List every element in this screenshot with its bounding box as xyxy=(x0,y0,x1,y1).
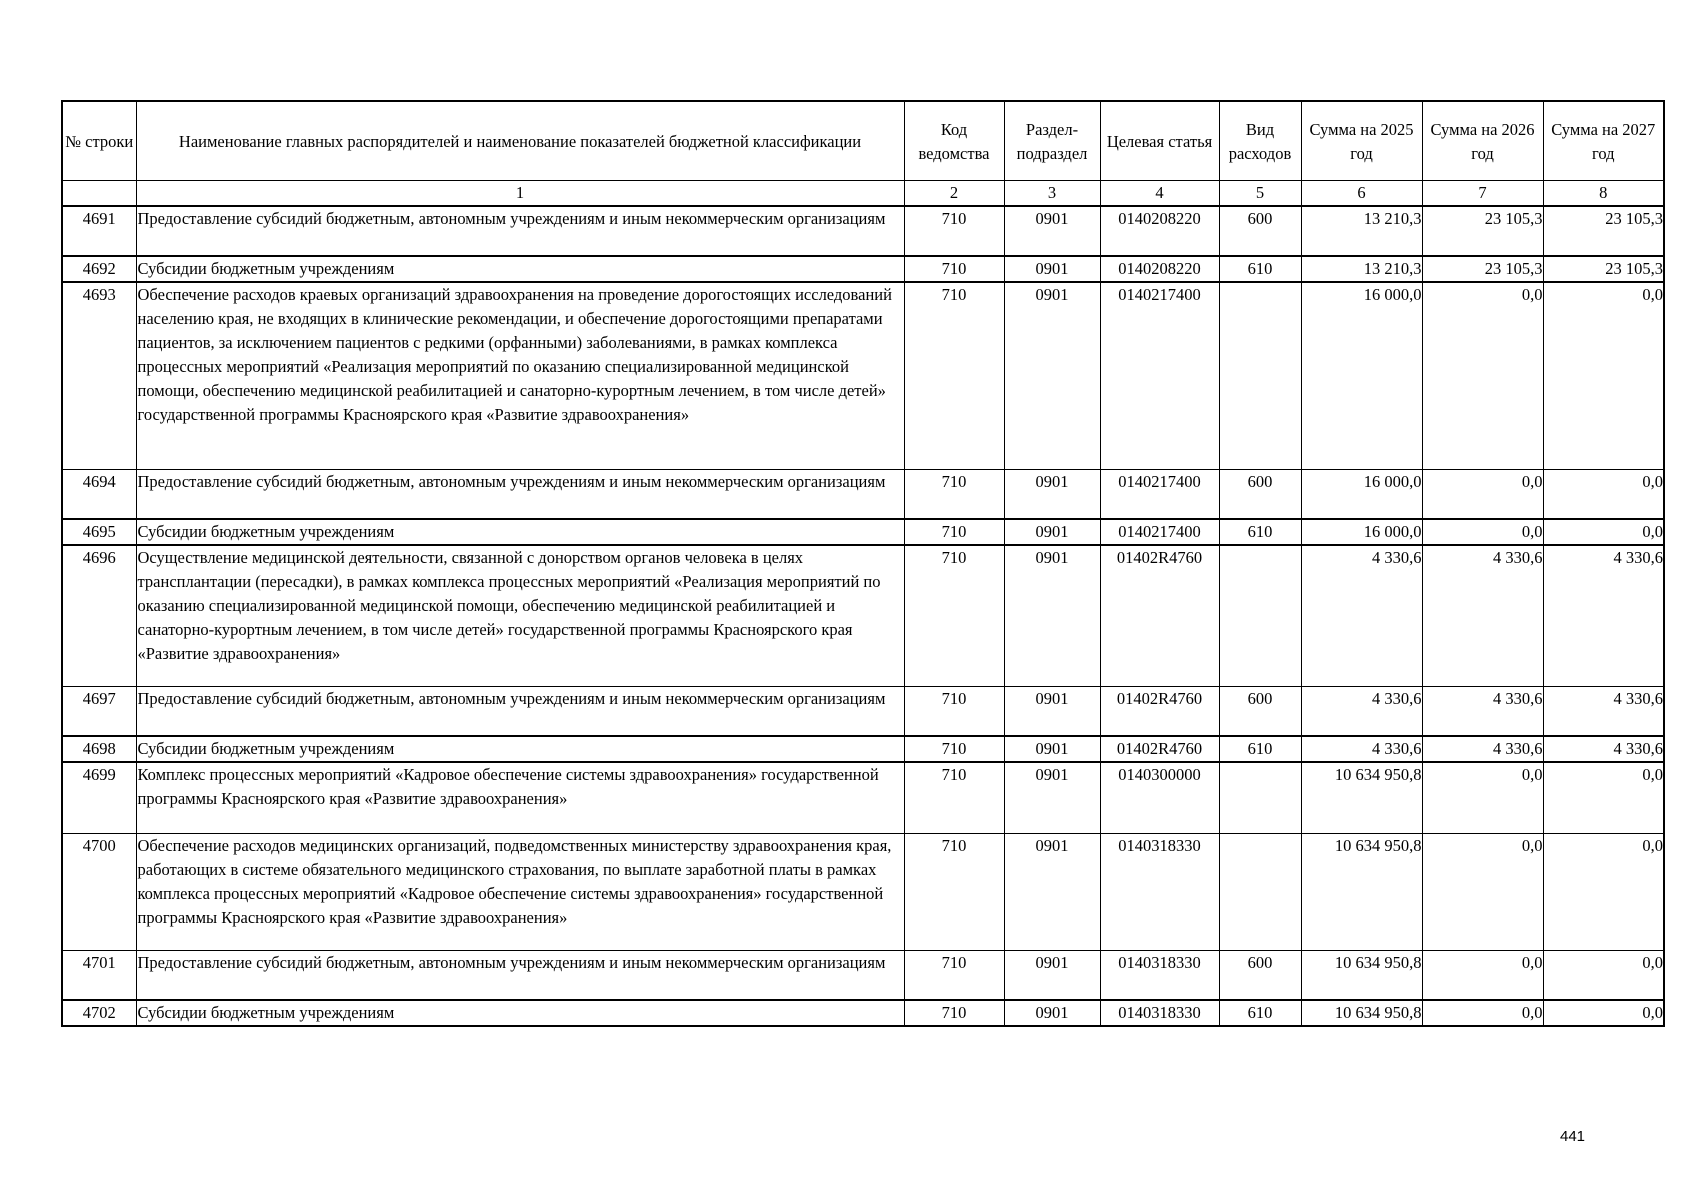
table-row xyxy=(62,687,1664,737)
sum-2025: 16 000,0 xyxy=(1301,519,1422,545)
row-name: Предоставление субсидий бюджетным, автономным учреждениям и иным некоммерческим организациям xyxy=(136,687,904,737)
table-row xyxy=(62,951,1664,1001)
sum-2027: 0,0 xyxy=(1543,762,1664,834)
expense-type xyxy=(1219,762,1301,834)
sum-2026: 0,0 xyxy=(1422,282,1543,470)
sum-2027: 0,0 xyxy=(1543,834,1664,951)
expense-type: 600 xyxy=(1219,206,1301,256)
target-item: 0140318330 xyxy=(1100,1000,1219,1026)
target-item: 01402R4760 xyxy=(1100,736,1219,762)
column-number: 2 xyxy=(904,181,1004,207)
budget-table xyxy=(61,100,1665,1027)
expense-type: 600 xyxy=(1219,470,1301,520)
sum-2027: 4 330,6 xyxy=(1543,736,1664,762)
row-name: Субсидии бюджетным учреждениям xyxy=(136,736,904,762)
row-number: 4692 xyxy=(62,256,136,282)
row-number: 4698 xyxy=(62,736,136,762)
target-item: 0140217400 xyxy=(1100,519,1219,545)
row-number: 4694 xyxy=(62,470,136,520)
header-section: Раздел-подраздел xyxy=(1004,101,1100,181)
row-name: Предоставление субсидий бюджетным, автономным учреждениям и иным некоммерческим организациям xyxy=(136,206,904,256)
target-item: 0140318330 xyxy=(1100,951,1219,1001)
department-code: 710 xyxy=(904,256,1004,282)
sum-2027: 0,0 xyxy=(1543,519,1664,545)
expense-type xyxy=(1219,545,1301,687)
sum-2025: 4 330,6 xyxy=(1301,687,1422,737)
section-code: 0901 xyxy=(1004,256,1100,282)
target-item: 01402R4760 xyxy=(1100,545,1219,687)
target-item: 0140300000 xyxy=(1100,762,1219,834)
row-number: 4697 xyxy=(62,687,136,737)
column-number: 4 xyxy=(1100,181,1219,207)
department-code: 710 xyxy=(904,762,1004,834)
section-code: 0901 xyxy=(1004,519,1100,545)
sum-2026: 23 105,3 xyxy=(1422,206,1543,256)
department-code: 710 xyxy=(904,470,1004,520)
header-sum-2025: Сумма на 2025 год xyxy=(1301,101,1422,181)
table-row xyxy=(62,736,1664,762)
table-row xyxy=(62,1000,1664,1026)
header-expense-type: Вид расходов xyxy=(1219,101,1301,181)
header-department-code: Код ведомства xyxy=(904,101,1004,181)
row-name: Осуществление медицинской деятельности, связанной с донорством органов человека в целях трансплантации (пересадки), в рамках комплекса процессных мероприятий «Реализация мероприятий по оказанию специализированной медицинской помощи, обеспечению медицинской реабилитацией и санаторно-курортным лечением, в том числе детей» государственной программы Красноярского края «Развитие здравоохранения» xyxy=(136,545,904,687)
table-header-row xyxy=(62,101,1664,181)
sum-2025: 13 210,3 xyxy=(1301,256,1422,282)
header-target-item: Целевая статья xyxy=(1100,101,1219,181)
table-row xyxy=(62,545,1664,687)
column-number: 3 xyxy=(1004,181,1100,207)
sum-2026: 0,0 xyxy=(1422,834,1543,951)
sum-2026: 4 330,6 xyxy=(1422,736,1543,762)
row-name: Субсидии бюджетным учреждениям xyxy=(136,1000,904,1026)
row-number: 4700 xyxy=(62,834,136,951)
page-number: 441 xyxy=(1560,1128,1586,1145)
department-code: 710 xyxy=(904,282,1004,470)
table-row xyxy=(62,206,1664,256)
column-number: 8 xyxy=(1543,181,1664,207)
sum-2026: 4 330,6 xyxy=(1422,545,1543,687)
row-name: Субсидии бюджетным учреждениям xyxy=(136,256,904,282)
section-code: 0901 xyxy=(1004,470,1100,520)
row-number: 4701 xyxy=(62,951,136,1001)
sum-2027: 0,0 xyxy=(1543,282,1664,470)
sum-2027: 4 330,6 xyxy=(1543,545,1664,687)
section-code: 0901 xyxy=(1004,687,1100,737)
header-row-number: № строки xyxy=(62,101,136,181)
department-code: 710 xyxy=(904,834,1004,951)
sum-2027: 0,0 xyxy=(1543,1000,1664,1026)
table-row xyxy=(62,519,1664,545)
sum-2025: 4 330,6 xyxy=(1301,736,1422,762)
department-code: 710 xyxy=(904,736,1004,762)
department-code: 710 xyxy=(904,1000,1004,1026)
sum-2027: 23 105,3 xyxy=(1543,256,1664,282)
row-number: 4696 xyxy=(62,545,136,687)
table-row xyxy=(62,762,1664,834)
expense-type: 610 xyxy=(1219,256,1301,282)
sum-2027: 23 105,3 xyxy=(1543,206,1664,256)
header-sum-2027: Сумма на 2027 год xyxy=(1543,101,1664,181)
target-item: 0140217400 xyxy=(1100,282,1219,470)
department-code: 710 xyxy=(904,206,1004,256)
target-item: 0140318330 xyxy=(1100,834,1219,951)
department-code: 710 xyxy=(904,519,1004,545)
target-item: 0140217400 xyxy=(1100,470,1219,520)
expense-type: 600 xyxy=(1219,687,1301,737)
department-code: 710 xyxy=(904,545,1004,687)
row-number: 4691 xyxy=(62,206,136,256)
sum-2025: 16 000,0 xyxy=(1301,470,1422,520)
row-name: Обеспечение расходов краевых организаций здравоохранения на проведение дорогостоящих исследований населению края, не входящих в клинические рекомендации, и обеспечение дорогостоящими препаратами пациентов, за исключением пациентов с редкими (орфанными) заболеваниями, в рамках комплекса процессных мероприятий «Реализация мероприятий по оказанию специализированной медицинской помощи, обеспечению медицинской реабилитацией и санаторно-курортным лечением, в том числе детей» государственной программы Красноярского края «Развитие здравоохранения» xyxy=(136,282,904,470)
row-number: 4699 xyxy=(62,762,136,834)
target-item: 0140208220 xyxy=(1100,206,1219,256)
target-item: 01402R4760 xyxy=(1100,687,1219,737)
sum-2026: 0,0 xyxy=(1422,951,1543,1001)
header-name: Наименование главных распорядителей и наименование показателей бюджетной классификации xyxy=(136,101,904,181)
sum-2025: 10 634 950,8 xyxy=(1301,1000,1422,1026)
section-code: 0901 xyxy=(1004,834,1100,951)
sum-2026: 0,0 xyxy=(1422,470,1543,520)
column-number xyxy=(62,181,136,207)
expense-type xyxy=(1219,834,1301,951)
row-name: Предоставление субсидий бюджетным, автономным учреждениям и иным некоммерческим организациям xyxy=(136,951,904,1001)
row-number: 4695 xyxy=(62,519,136,545)
sum-2025: 10 634 950,8 xyxy=(1301,762,1422,834)
row-name: Субсидии бюджетным учреждениям xyxy=(136,519,904,545)
expense-type: 610 xyxy=(1219,736,1301,762)
table-row xyxy=(62,256,1664,282)
section-code: 0901 xyxy=(1004,951,1100,1001)
header-sum-2026: Сумма на 2026 год xyxy=(1422,101,1543,181)
section-code: 0901 xyxy=(1004,282,1100,470)
row-name: Комплекс процессных мероприятий «Кадровое обеспечение системы здравоохранения» государственной программы Красноярского края «Развитие здравоохранения» xyxy=(136,762,904,834)
column-number: 1 xyxy=(136,181,904,207)
section-code: 0901 xyxy=(1004,736,1100,762)
column-number-row xyxy=(62,181,1664,207)
sum-2025: 16 000,0 xyxy=(1301,282,1422,470)
sum-2026: 23 105,3 xyxy=(1422,256,1543,282)
column-number: 5 xyxy=(1219,181,1301,207)
department-code: 710 xyxy=(904,687,1004,737)
row-number: 4693 xyxy=(62,282,136,470)
column-number: 7 xyxy=(1422,181,1543,207)
sum-2027: 0,0 xyxy=(1543,951,1664,1001)
sum-2025: 10 634 950,8 xyxy=(1301,834,1422,951)
table-row xyxy=(62,834,1664,951)
expense-type xyxy=(1219,282,1301,470)
section-code: 0901 xyxy=(1004,206,1100,256)
sum-2025: 10 634 950,8 xyxy=(1301,951,1422,1001)
table-row xyxy=(62,470,1664,520)
row-name: Предоставление субсидий бюджетным, автономным учреждениям и иным некоммерческим организациям xyxy=(136,470,904,520)
department-code: 710 xyxy=(904,951,1004,1001)
row-name: Обеспечение расходов медицинских организаций, подведомственных министерству здравоохранения края, работающих в системе обязательного медицинского страхования, по выплате заработной платы в рамках комплекса процессных мероприятий «Кадровое обеспечение системы здравоохранения» государственной программы Красноярского края «Развитие здравоохранения» xyxy=(136,834,904,951)
column-number: 6 xyxy=(1301,181,1422,207)
sum-2025: 13 210,3 xyxy=(1301,206,1422,256)
target-item: 0140208220 xyxy=(1100,256,1219,282)
expense-type: 600 xyxy=(1219,951,1301,1001)
sum-2027: 4 330,6 xyxy=(1543,687,1664,737)
expense-type: 610 xyxy=(1219,1000,1301,1026)
sum-2026: 4 330,6 xyxy=(1422,687,1543,737)
sum-2027: 0,0 xyxy=(1543,470,1664,520)
table-body xyxy=(62,206,1664,1026)
section-code: 0901 xyxy=(1004,1000,1100,1026)
section-code: 0901 xyxy=(1004,762,1100,834)
section-code: 0901 xyxy=(1004,545,1100,687)
row-number: 4702 xyxy=(62,1000,136,1026)
sum-2026: 0,0 xyxy=(1422,762,1543,834)
sum-2025: 4 330,6 xyxy=(1301,545,1422,687)
expense-type: 610 xyxy=(1219,519,1301,545)
sum-2026: 0,0 xyxy=(1422,1000,1543,1026)
sum-2026: 0,0 xyxy=(1422,519,1543,545)
table-row xyxy=(62,282,1664,470)
